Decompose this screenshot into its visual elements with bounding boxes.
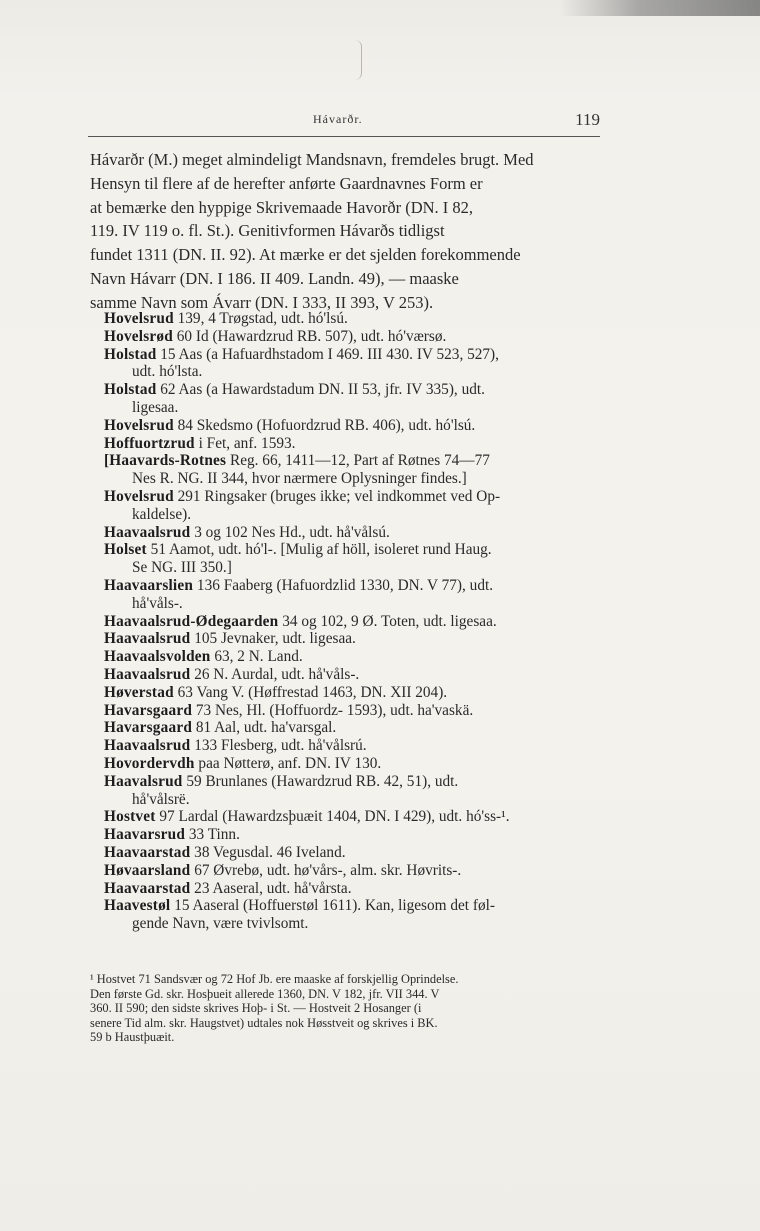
entry-line — [104, 381, 600, 399]
footnote-line: 59 b Haustþuæit. — [90, 1030, 175, 1045]
intro-line: Hávarðr (M.) meget almindeligt Mandsnavn, fremdeles brugt. Med — [90, 150, 534, 169]
entry-text: 38 Vegusdal. 46 Iveland. — [194, 843, 346, 861]
entry-line — [104, 719, 600, 737]
entry-item — [104, 381, 600, 417]
entry-line — [104, 773, 600, 791]
entry-name: Haavaarstad — [104, 843, 191, 861]
entry-text: 59 Brunlanes (Hawardzrud RB. 42, 51), udt. — [186, 772, 459, 790]
entry-text: Reg. 66, 1411—12, Part af Røtnes 74—77 — [230, 452, 490, 470]
entry-name: Haavaalsrud — [104, 737, 191, 755]
entry-line — [104, 417, 600, 435]
entry-item — [104, 897, 600, 933]
entry-line — [104, 541, 600, 559]
entry-text: 97 Lardal (Hawardzsþuæit 1404, DN. I 429), udt. hó'ss-¹. — [159, 808, 510, 826]
entry-name: Holset — [104, 541, 147, 559]
entry-item — [104, 666, 600, 684]
entry-line — [104, 630, 600, 648]
footnote-line: ¹ Hostvet 71 Sandsvær og 72 Hof Jb. ere maaske af forskjellig Oprindelse. — [90, 972, 459, 986]
entry-line — [104, 328, 600, 346]
entry-list — [104, 310, 600, 933]
intro-line: Hensyn til flere af de herefter anførte Gaardnavnes Form er — [90, 173, 483, 193]
entry-item — [104, 826, 600, 844]
entry-name: Havarsgaard — [104, 719, 193, 737]
entry-line — [104, 844, 600, 862]
entry-name: Haavarsrud — [104, 826, 186, 844]
page-mark — [355, 40, 362, 80]
entry-item — [104, 613, 600, 631]
entry-line — [104, 488, 600, 506]
entry-continuation: Se NG. III 350.] — [132, 559, 232, 577]
entry-text: 3 og 102 Nes Hd., udt. hå'vålsú. — [194, 523, 390, 541]
entry-item — [104, 862, 600, 880]
intro-line: samme Navn som Ávarr (DN. I 333, II 393, V 253). — [90, 292, 434, 312]
entry-text: 67 Øvrebø, udt. hø'vårs-, alm. skr. Høvrits-. — [194, 861, 462, 879]
entry-text: 60 Id (Hawardzrud RB. 507), udt. hó'værsø. — [176, 327, 447, 345]
entry-item — [104, 684, 600, 702]
entry-line — [104, 862, 600, 880]
entry-text: i Fet, anf. 1593. — [198, 434, 296, 452]
entry-item — [104, 577, 600, 613]
entry-line — [104, 435, 600, 453]
entry-continuation: Nes R. NG. II 344, hvor nærmere Oplysninger findes.] — [132, 470, 467, 488]
entry-item — [104, 310, 600, 328]
intro-line: 119. IV 119 o. fl. St.). Genitivformen Hávarðs tidligst — [90, 221, 445, 241]
entry-item — [104, 755, 600, 773]
entry-line — [104, 346, 600, 364]
entry-name: Høverstad — [104, 683, 174, 701]
entry-text: 23 Aaseral, udt. hå'vårsta. — [194, 879, 352, 897]
entry-continuation: udt. hó'lsta. — [132, 363, 203, 381]
entry-line — [104, 666, 600, 684]
entry-name: Hovelsrud — [104, 416, 174, 434]
entry-item — [104, 541, 600, 577]
entry-name: Hostvet — [104, 808, 156, 826]
entry-item — [104, 488, 600, 524]
entry-name: Hoffuortzrud — [104, 434, 195, 452]
entry-continuation: gende Navn, være tvivlsomt. — [132, 915, 309, 933]
entry-continuation: ligesaa. — [132, 398, 179, 416]
entry-continuation: kaldelse). — [132, 505, 192, 523]
entry-line — [104, 826, 600, 844]
entry-continuation: hå'vålsrë. — [132, 790, 190, 808]
entry-text: 34 og 102, 9 Ø. Toten, udt. ligesaa. — [282, 612, 497, 630]
entry-line — [104, 880, 600, 898]
footnote — [90, 972, 602, 1045]
entry-name: Haavaalsrud-Ødegaarden — [104, 612, 279, 630]
entry-text: 15 Aaseral (Hoffuerstøl 1611). Kan, ligesom det føl- — [174, 897, 495, 915]
entry-name: Haavaarslien — [104, 576, 194, 594]
entry-name: Havarsgaard — [104, 701, 193, 719]
entry-item — [104, 328, 600, 346]
intro-line: fundet 1311 (DN. II. 92). At mærke er det sjelden forekommende — [90, 245, 521, 265]
entry-line — [104, 310, 600, 328]
footnote-line: 360. II 590; den sidste skrives Hoþ- i St. — Hostveit 2 Hosanger (i — [90, 1001, 422, 1016]
entry-name: Hovordervdh — [104, 754, 195, 772]
entry-item — [104, 452, 600, 488]
footnote-line: senere Tid alm. skr. Haugstvet) udtales nok Høsstveit og skrives i BK. — [90, 1015, 438, 1030]
entry-item — [104, 346, 600, 382]
entry-name: [Haavards-Rotnes — [104, 452, 227, 470]
entry-text: 133 Flesberg, udt. hå'vålsrú. — [194, 737, 367, 755]
scan-edge-shadow — [560, 0, 760, 16]
entry-item — [104, 719, 600, 737]
entry-name: Hovelsrød — [104, 327, 173, 345]
running-title: Hávarðr. — [313, 112, 363, 126]
entry-name: Haavaalsvolden — [104, 648, 211, 666]
entry-item — [104, 737, 600, 755]
entry-item — [104, 808, 600, 826]
entry-item — [104, 702, 600, 720]
entry-item — [104, 630, 600, 648]
entry-text: 63, 2 N. Land. — [214, 648, 303, 666]
entry-line — [104, 702, 600, 720]
entry-name: Hovelsrud — [104, 310, 174, 327]
entry-line — [104, 524, 600, 542]
entry-item — [104, 417, 600, 435]
entry-name: Haavaalsrud — [104, 665, 191, 683]
entry-text: 33 Tinn. — [188, 826, 240, 844]
entry-line — [104, 808, 600, 826]
entry-line — [104, 577, 600, 595]
entry-name: Holstad — [104, 345, 157, 363]
entry-item — [104, 773, 600, 809]
page-number: 119 — [575, 110, 600, 129]
entry-name: Haavestøl — [104, 897, 171, 915]
entry-item — [104, 844, 600, 862]
entry-text: 51 Aamot, udt. hó'l-. [Mulig af höll, isoleret rund Haug. — [150, 541, 492, 559]
entry-name: Høvaarsland — [104, 861, 191, 879]
entry-name: Haavaalsrud — [104, 523, 191, 541]
intro-line: at bemærke den hyppige Skrivemaade Havorðr (DN. I 82, — [90, 197, 474, 217]
entry-text: 62 Aas (a Hawardstadum DN. II 53, jfr. IV 335), udt. — [160, 381, 485, 399]
entry-name: Hovelsrud — [104, 487, 174, 505]
entry-text: paa Nøtterø, anf. DN. IV 130. — [198, 754, 382, 772]
entry-name: Haavalsrud — [104, 772, 183, 790]
entry-name: Holstad — [104, 381, 157, 399]
intro-line: Navn Hávarr (DN. I 186. II 409. Landn. 49), — maaske — [90, 268, 459, 288]
entry-text: 81 Aal, udt. ha'varsgal. — [195, 719, 337, 737]
entry-line — [104, 613, 600, 631]
entry-text: 105 Jevnaker, udt. ligesaa. — [194, 630, 356, 648]
entry-name: Haavaarstad — [104, 879, 191, 897]
entry-text: 291 Ringsaker (bruges ikke; vel indkommet ved Op- — [177, 487, 501, 505]
entry-text: 26 N. Aurdal, udt. hå'våls-. — [194, 665, 360, 683]
entry-text: 139, 4 Trøgstad, udt. hó'lsú. — [177, 310, 348, 327]
running-header — [88, 110, 600, 137]
entry-text: 15 Aas (a Hafuardhstadom I 469. III 430. IV 523, 527), — [160, 345, 499, 363]
entry-continuation: hå'våls-. — [132, 594, 183, 612]
entry-text: 84 Skedsmo (Hofuordzrud RB. 406), udt. hó'lsú. — [177, 416, 476, 434]
entry-text: 73 Nes, Hl. (Hoffuordz- 1593), udt. ha'vaskä. — [195, 701, 474, 719]
entry-line — [104, 452, 600, 470]
intro-paragraph — [90, 148, 602, 315]
entry-item — [104, 524, 600, 542]
entry-item — [104, 880, 600, 898]
entry-line — [104, 737, 600, 755]
footnote-line: Den første Gd. skr. Hosþueit allerede 1360, DN. V 182, jfr. VII 344. V — [90, 986, 440, 1001]
entry-name: Haavaalsrud — [104, 630, 191, 648]
entry-text: 63 Vang V. (Høffrestad 1463, DN. XII 204). — [177, 683, 448, 701]
entry-line — [104, 684, 600, 702]
entry-item — [104, 435, 600, 453]
entry-line — [104, 897, 600, 915]
entry-line — [104, 648, 600, 666]
entry-item — [104, 648, 600, 666]
entry-text: 136 Faaberg (Hafuordzlid 1330, DN. V 77), udt. — [196, 576, 494, 594]
entry-line — [104, 755, 600, 773]
